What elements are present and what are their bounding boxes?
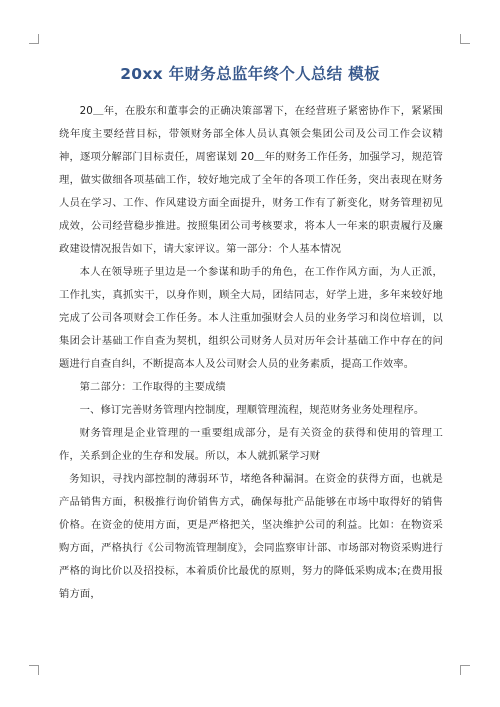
document-body	[59, 100, 443, 606]
paragraph-financial-knowledge: 务知识，寻找内部控制的薄弱环节，堵绝各种漏洞。在资金的获得方面，也就是产品销售方面，积极推行询价销售方式，确保每批产品能够在市场中取得好的销售价格。在资金的使用方面，更是严格把关，坚决维护公司的利益。比如：在物资采购方面，严格执行《公司物流管理制度》，会同监察审计部、市场部对物资采购进行严格的询比价以及招投标，本着质价比最优的原则，努力的降低采购成本;在费用报销方面，	[59, 473, 443, 600]
crop-mark-bottom-right	[460, 665, 470, 675]
crop-mark-top-right	[460, 34, 470, 44]
paragraph-personal-situation: 本人在领导班子里边是一个参谋和助手的角色，在工作作风方面，为人正派，工作扎实，真抓实干，以身作则，顾全大局，团结同志，好学上进，多年来较好地完成了公司各项财会工作任务。本人注重加强财会人员的业务学习和岗位培训，以集团会计基础工作自查为契机，组织公司财务人员对历年会计基础工作中存在的问题进行自查自纠，不断提高本人及公司财会人员的业务素质，提高工作效率。	[59, 266, 443, 370]
crop-mark-top-left	[29, 34, 39, 44]
section-heading-achievements: 第二部分：工作取得的主要成绩	[79, 381, 226, 393]
document-title: 20xx 年财务总监年终个人总结 模板	[120, 65, 380, 83]
crop-mark-bottom-left	[29, 665, 39, 675]
paragraph-financial-management: 财务管理是企业管理的一重要组成部分，是有关资金的获得和使用的管理工作，关系到企业的生存和发展。所以，本人就抓紧学习财	[59, 427, 443, 462]
paragraph-intro: 20＿年，在股东和董事会的正确决策部署下，在经营班子紧密协作下，紧紧围绕年度主要经营目标，带领财务部全体人员认真领会集团公司及公司工作会议精神，逐项分解部门目标责任，周密谋划 20＿年的财务工作任务，加强学习，规范管理，做实做细各项基础工作，较好地完成了全年的各项工作任务，突出表现在财务人员在学习、工作、作风建设方面全面提升，财务工作有了新变化，财务管理初见成效，公司经营稳步推进。按照集团公司考核要求，将本人一年来的职责履行及廉政建设情况报告如下，请大家评议。第一部分：个人基本情况	[59, 105, 443, 255]
subsection-heading-internal-control: 一、修订完善财务管理内控制度，理顺管理流程，规范财务业务处理程序。	[79, 404, 425, 416]
